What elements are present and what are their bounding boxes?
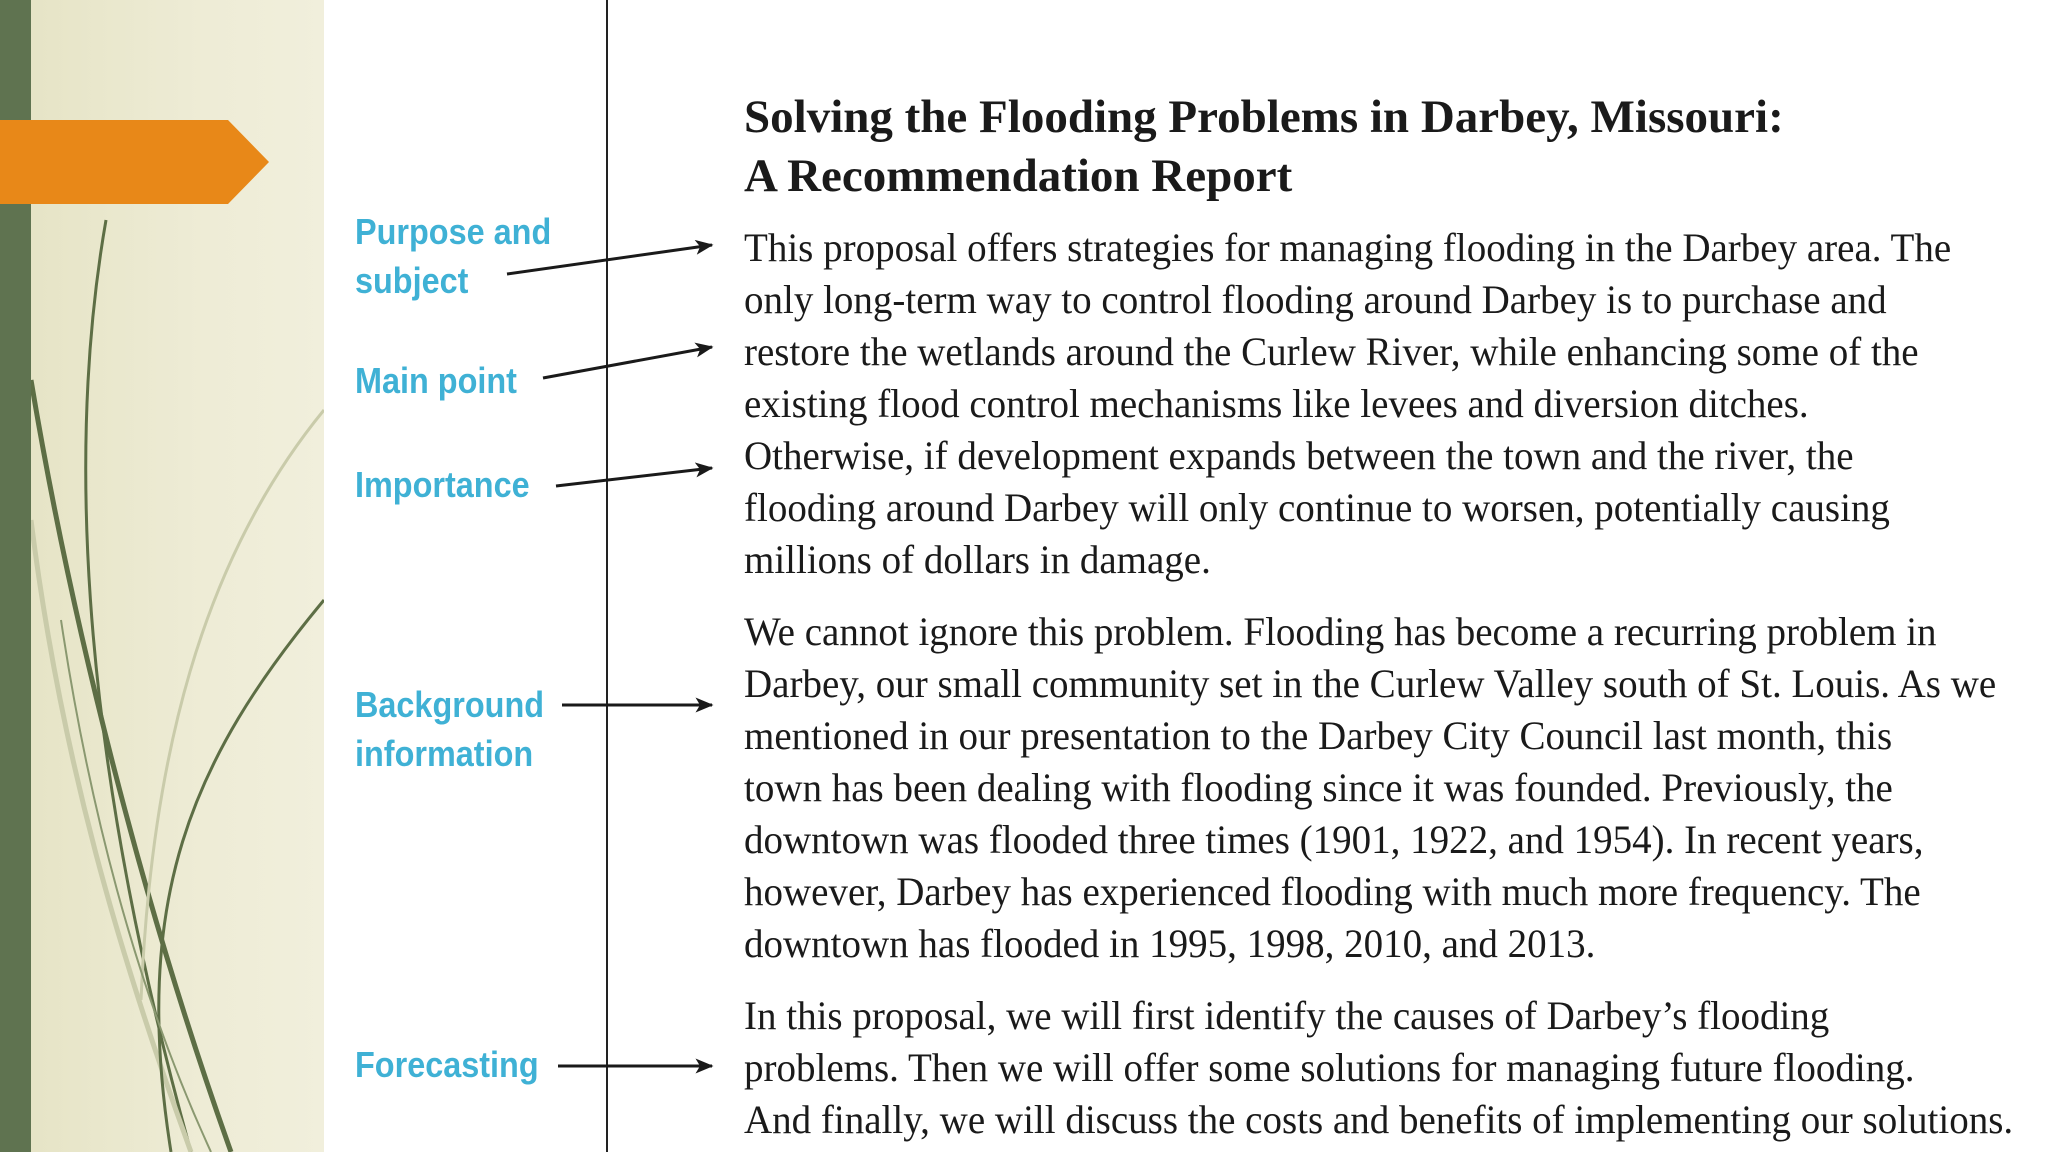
arrow-importance: [556, 468, 712, 486]
paragraph-line: existing flood control mechanisms like levees and diversion ditches.: [744, 381, 1809, 426]
paragraph-line: mentioned in our presentation to the Darbey City Council last month, this: [744, 713, 1893, 758]
paragraph-line: town has been dealing with flooding since it was founded. Previously, the: [744, 765, 1893, 810]
annotation-line: Background: [355, 684, 545, 725]
annotation-importance: [355, 460, 530, 509]
paragraph-line: In this proposal, we will first identify the causes of Darbey’s flooding: [744, 993, 1830, 1038]
paragraph-forecasting: [744, 990, 2046, 1146]
annotation-line: Importance: [355, 464, 530, 505]
annotation-background-information: [355, 680, 544, 778]
annotation-line: Purpose and: [355, 211, 552, 252]
paragraph-line: millions of dollars in damage.: [744, 537, 1211, 582]
paragraph-line: restore the wetlands around the Curlew River, while enhancing some of the: [744, 329, 1919, 374]
paragraph-line: downtown has flooded in 1995, 1998, 2010, and 2013.: [744, 921, 1596, 966]
paragraph-line: flooding around Darbey will only continue to worsen, potentially causing: [744, 485, 1890, 530]
annotation-line: Main point: [355, 360, 517, 401]
title-line: Solving the Flooding Problems in Darbey, Missouri:: [744, 91, 1784, 143]
annotation-line: Forecasting: [355, 1044, 539, 1085]
paragraph-background: [744, 606, 2028, 970]
title-line: A Recommendation Report: [744, 150, 1293, 202]
paragraph-introduction: [744, 222, 1982, 586]
paragraph-line: We cannot ignore this problem. Flooding has become a recurring problem in: [744, 609, 1937, 654]
paragraph-line: however, Darbey has experienced flooding with much more frequency. The: [744, 869, 1921, 914]
annotation-main-point: [355, 356, 517, 405]
paragraph-line: only long-term way to control flooding around Darbey is to purchase and: [744, 277, 1887, 322]
document-title: [744, 88, 1784, 206]
paragraph-line: Darbey, our small community set in the Curlew Valley south of St. Louis. As we: [744, 661, 1997, 706]
arrow-main-point: [543, 347, 712, 378]
annotation-purpose-and-subject: [355, 207, 551, 305]
paragraph-line: downtown was flooded three times (1901, 1922, and 1954). In recent years,: [744, 817, 1924, 862]
annotation-line: subject: [355, 260, 469, 301]
paragraph-line: And finally, we will discuss the costs and benefits of implementing our solutions.: [744, 1097, 2014, 1142]
paragraph-line: This proposal offers strategies for managing flooding in the Darbey area. The: [744, 225, 1952, 270]
paragraph-line: Otherwise, if development expands between the town and the river, the: [744, 433, 1854, 478]
paragraph-line: problems. Then we will offer some solutions for managing future flooding.: [744, 1045, 1915, 1090]
annotation-line: information: [355, 733, 534, 774]
annotation-forecasting: [355, 1040, 539, 1089]
